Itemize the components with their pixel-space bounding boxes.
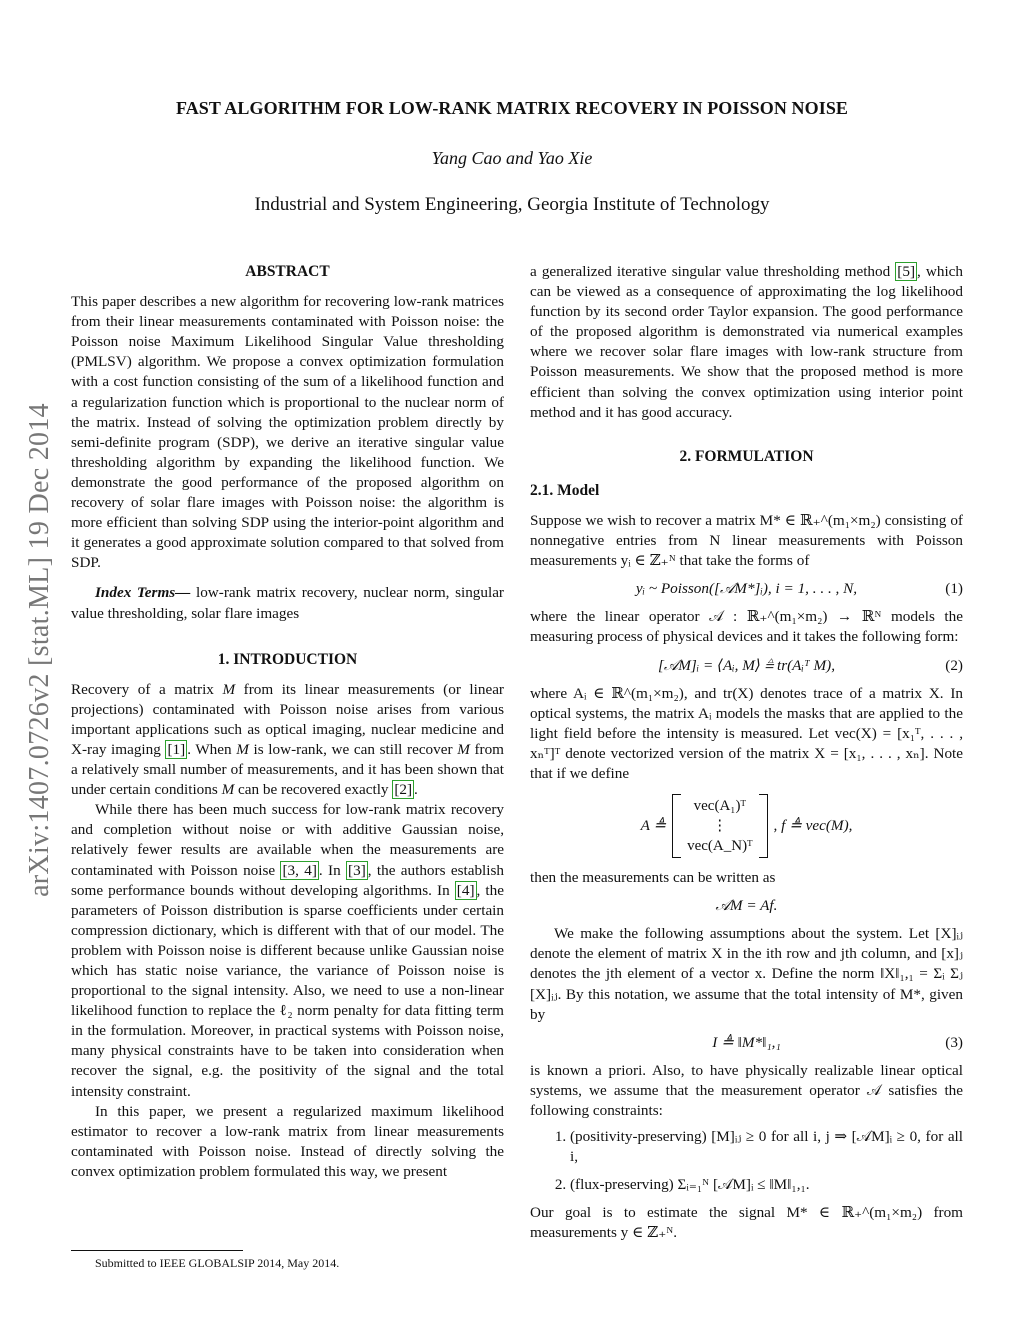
index-terms-label: Index Terms— — [95, 584, 191, 602]
equation-number: (2) — [945, 656, 963, 674]
equation-number: (1) — [945, 580, 963, 598]
constraints-list — [530, 1127, 963, 1195]
formulation-heading: 2. FORMULATION — [679, 447, 814, 465]
list-item: 2. (flux-preserving) Σᵢ₌₁ᴺ [𝒜M]ᵢ ≤ ‖M‖₁,₁. — [570, 1175, 963, 1195]
citation-link[interactable]: [2] — [394, 781, 413, 799]
citation-link[interactable]: [5] — [897, 263, 916, 280]
paper-title: FAST ALGORITHM FOR LOW-RANK MATRIX RECOVERY IN POISSON NOISE — [175, 98, 849, 118]
arxiv-sidebar — [10, 340, 70, 960]
matrix-rows: vec(A₁)ᵀ ⋮ vec(A_N)ᵀ — [687, 798, 753, 855]
model-subheading: 2.1. Model — [530, 481, 600, 499]
intro-heading: 1. INTRODUCTION — [217, 650, 358, 668]
citation-link[interactable]: [4] — [456, 881, 475, 899]
model-paragraph-7: Our goal is to estimate the signal M* ∈ ℝ₊^(m₁×m₂) from measurements y ∈ ℤ₊ᴺ. — [530, 1204, 963, 1242]
matrix-definition: A ≜ vec(A₁)ᵀ ⋮ vec(A_N)ᵀ , f ≜ vec(M), — [530, 794, 963, 858]
equation-number: (3) — [945, 1033, 963, 1051]
citation-link[interactable]: [3] — [348, 861, 366, 879]
abstract-heading: ABSTRACT — [245, 263, 330, 280]
index-terms — [71, 583, 504, 623]
list-item: 1. (positivity-preserving) [M]ᵢⱼ ≥ 0 for all i, j ⇒ [𝒜M]ᵢ ≥ 0, for all i, — [570, 1127, 963, 1167]
footnote: Submitted to IEEE GLOBALSIP 2014, May 2014. — [95, 1256, 340, 1270]
citation-link[interactable]: [3, 4] — [282, 861, 317, 879]
left-column — [71, 262, 504, 1182]
model-paragraph-3: where Aᵢ ∈ ℝ^(m₁×m₂), and tr(X) denotes trace of a matrix X. In optical systems, the matrix Aᵢ models the masks that are applied to the light field before the intensity is measured. Let vec(X) = [x₁ᵀ, . . . , xₙᵀ]ᵀ denote vectorized version of the matrix X = [x₁, . . . , xₙ]. Note that if we define — [530, 684, 963, 782]
index-terms-text: low-rank matrix recovery, nuclear norm, singular value thresholding, solar flare images — [71, 584, 504, 622]
footnote-rule — [71, 1250, 243, 1251]
model-paragraph-5: We make the following assumptions about the system. Let [X]ᵢⱼ denote the element of matrix X in the ith row and jth column, and [x]ⱼ denotes the jth element of a vector x. Define the norm ‖X‖₁,₁ = Σᵢ Σⱼ [X]ᵢⱼ. By this notation, we assume that the total intensity of M*, given by — [530, 925, 963, 1023]
intro-continuation: a generalized iterative singular value thresholding method [5] , which can be viewed as a consequence of approximating the log likelihood function by its second order Taylor expansion. The good performance of the proposed algorithm is demonstrated via numerical examples where we recover solar flare images with low-rank structure from Poisson measurements. We show that the proposed method is more efficient than solving the convex optimization using interior point method and it has good accuracy. — [530, 263, 964, 421]
model-paragraph-6: is known a priori. Also, to have physically realizable linear optical systems, we assume that the measurement operator 𝒜 satisfies the following constraints: — [530, 1061, 963, 1119]
equation-2: [𝒜M]ᵢ = ⟨Aᵢ, M⟩ ≜ tr(Aᵢᵀ M), (2) — [530, 656, 963, 676]
model-paragraph-1: Suppose we wish to recover a matrix M* ∈ ℝ₊^(m₁×m₂) consisting of nonnegative entries from N linear measurements with Poisson measurements yᵢ ∈ ℤ₊ᴺ that take the forms of — [530, 511, 963, 570]
abstract-text: This paper describes a new algorithm for recovering low-rank matrices from their linear measurements contaminated with Poisson noise: the Poisson noise Maximum Likelihood Singular Value thresholding (PMLSV) algorithm. We propose a convex optimization formulation with a cost function consisting of the sum of a likelihood function and a regularization function which is proportional to the nuclear norm of the matrix. Instead of solving the optimization problem directly by semi-definite program (SDP), we derive an iterative singular value thresholding algorithm by expanding the likelihood function. We demonstrate the good performance of the proposed algorithm on recovery of solar flare images with Poisson noise: the algorithm is more efficient than solving SDP using the interior-point algorithm and it generates a good approximate solution compared to that solved from SDP. — [71, 293, 504, 572]
intro-paragraph-3: In this paper, we present a regularized maximum likelihood estimator to recover a low-rank matrix from linear measurements contaminated with Poisson noise. Instead of directly solving the convex optimization problem formulated this way, we present — [71, 1102, 504, 1180]
equation-1: yᵢ ~ Poisson([𝒜M*]ᵢ), i = 1, . . . , N, (1) — [530, 579, 963, 599]
intro-paragraph-2: While there has been much success for low-rank matrix recovery and completion without noise or with additive Gaussian noise, relatively fewer results are available when the measurements are contaminated with Poisson noise [3, 4] . In [3] , the authors establish some performance bounds without developing algorithms. In [4] , the parameters of Poisson distribution is sparse coefficients under certain compression dictionary, which is different with that of our model. The problem with Poisson noise is different because unlike Gaussian noise which has static noise variance, the variance of Poisson noise is proportional to the signal intensity. Also, we need to use a non-linear likelihood function to replace the ℓ₂ norm penalty for data fitting term in the formulation. Moreover, in practical systems with Poisson noise, many physical constraints have to be taken into consideration when recover the signal, e.g. the positivity of the signal and the total intensity constraint. — [71, 801, 504, 1100]
right-column — [530, 262, 963, 1244]
left-bracket — [672, 794, 681, 858]
right-bracket — [759, 794, 768, 858]
paper-affiliation: Industrial and System Engineering, Georgia Institute of Technology — [254, 194, 770, 215]
paper-authors: Yang Cao and Yao Xie — [431, 148, 593, 168]
arxiv-identifier[interactable]: arXiv:1407.0726v2 [stat.ML] 19 Dec 2014 — [24, 403, 55, 897]
equation-3: I ≜ ‖M*‖₁,₁ (3) — [530, 1033, 963, 1053]
model-paragraph-2: where the linear operator 𝒜 : ℝ₊^(m₁×m₂) → ℝᴺ models the measuring process of physical devices and it takes the following form: — [530, 608, 963, 646]
model-paragraph-4: then the measurements can be written as — [530, 869, 776, 887]
equation-af: 𝒜M = Af. — [715, 897, 778, 915]
citation-link[interactable]: [1] — [167, 740, 186, 758]
intro-paragraph-1: Recovery of a matrix M from its linear measurements (or linear projections) contaminated with Poisson noise arises from various important applications such as optical imaging, nuclear medicine and X-ray imaging [1] . When M is low-rank, we can still recover M from a relatively small number of measurements, and it has been shown that under certain conditions M can be recovered exactly [2] . — [71, 680, 504, 799]
